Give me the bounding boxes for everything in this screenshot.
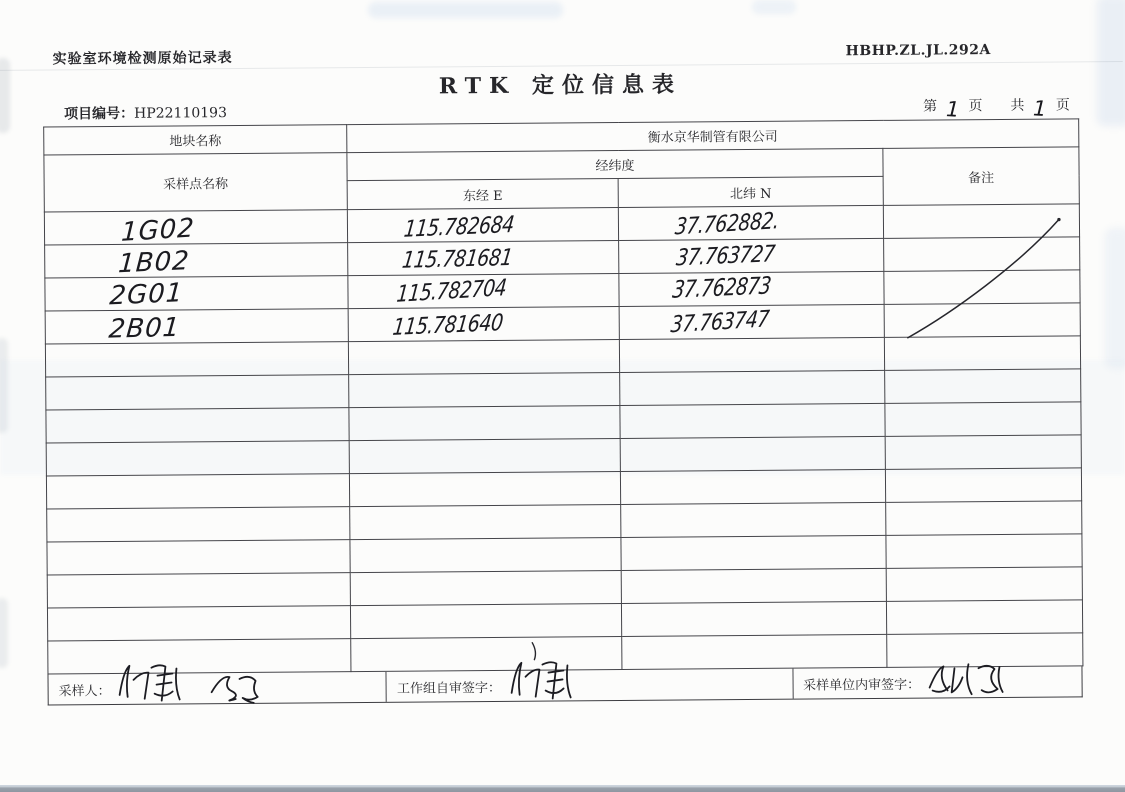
handwritten-point-id: 2B01 bbox=[107, 312, 182, 345]
east-header: 东经 E bbox=[347, 178, 618, 209]
coords-header: 经纬度 bbox=[347, 148, 883, 180]
unit-review-label: 采样单位内审签字： bbox=[803, 677, 921, 694]
handwritten-longitude: 115.782704 bbox=[395, 274, 508, 308]
rtk-table-wrap bbox=[43, 118, 1083, 705]
workgroup-signature bbox=[507, 654, 585, 703]
handwritten-latitude: 37.762882. bbox=[673, 207, 781, 240]
pagination-page-unit: 页 bbox=[968, 98, 983, 115]
pagination-page-unit: 页 bbox=[1055, 97, 1070, 114]
form-code: HBHP.ZL.JL.292A bbox=[845, 42, 991, 60]
handwritten-total-pages: 1 bbox=[1032, 96, 1048, 121]
site-name-value: 衡水京华制管有限公司 bbox=[347, 119, 1079, 153]
sampler-signature-1 bbox=[114, 658, 196, 705]
handwritten-current-page: 1 bbox=[945, 97, 960, 122]
handwritten-longitude: 115.781681 bbox=[400, 244, 514, 274]
remark-header: 备注 bbox=[883, 147, 1079, 206]
north-header: 北纬 N bbox=[618, 176, 883, 207]
page-title: RTK 定位信息表 bbox=[438, 71, 682, 100]
handwritten-longitude: 115.781640 bbox=[391, 309, 505, 341]
form-name: 实验室环境检测原始记录表 bbox=[52, 50, 233, 68]
project-number-line bbox=[64, 102, 227, 123]
project-number-value: HP22110193 bbox=[134, 105, 228, 122]
sampler-label: 采样人： bbox=[58, 683, 111, 699]
unit-review-cell bbox=[792, 666, 1082, 698]
scanner-edge-strip bbox=[0, 785, 1125, 792]
handwritten-point-id: 2G01 bbox=[108, 278, 185, 312]
pagination-prefix: 第 bbox=[922, 98, 938, 115]
workgroup-label: 工作组自审签字： bbox=[396, 680, 502, 697]
pagination bbox=[922, 94, 1070, 122]
point-name-header: 采样点名称 bbox=[44, 153, 347, 212]
handwritten-point-id: 1G02 bbox=[120, 213, 196, 248]
rtk-table bbox=[43, 118, 1083, 674]
sampler-cell bbox=[48, 672, 386, 705]
site-name-label: 地块名称 bbox=[44, 125, 347, 155]
workgroup-cell bbox=[386, 669, 792, 702]
project-number-label: 项目编号： bbox=[64, 105, 135, 123]
handwritten-latitude: 37.763727 bbox=[674, 240, 776, 271]
sampler-signature-2 bbox=[206, 668, 266, 704]
handwritten-latitude: 37.762873 bbox=[670, 271, 773, 304]
handwritten-point-id: 1B02 bbox=[117, 246, 191, 280]
pagination-total-prefix: 共 bbox=[1010, 97, 1025, 114]
handwritten-longitude: 115.782684 bbox=[402, 211, 516, 243]
unit-review-signature bbox=[924, 659, 1008, 698]
handwritten-latitude: 37.763747 bbox=[669, 305, 771, 338]
